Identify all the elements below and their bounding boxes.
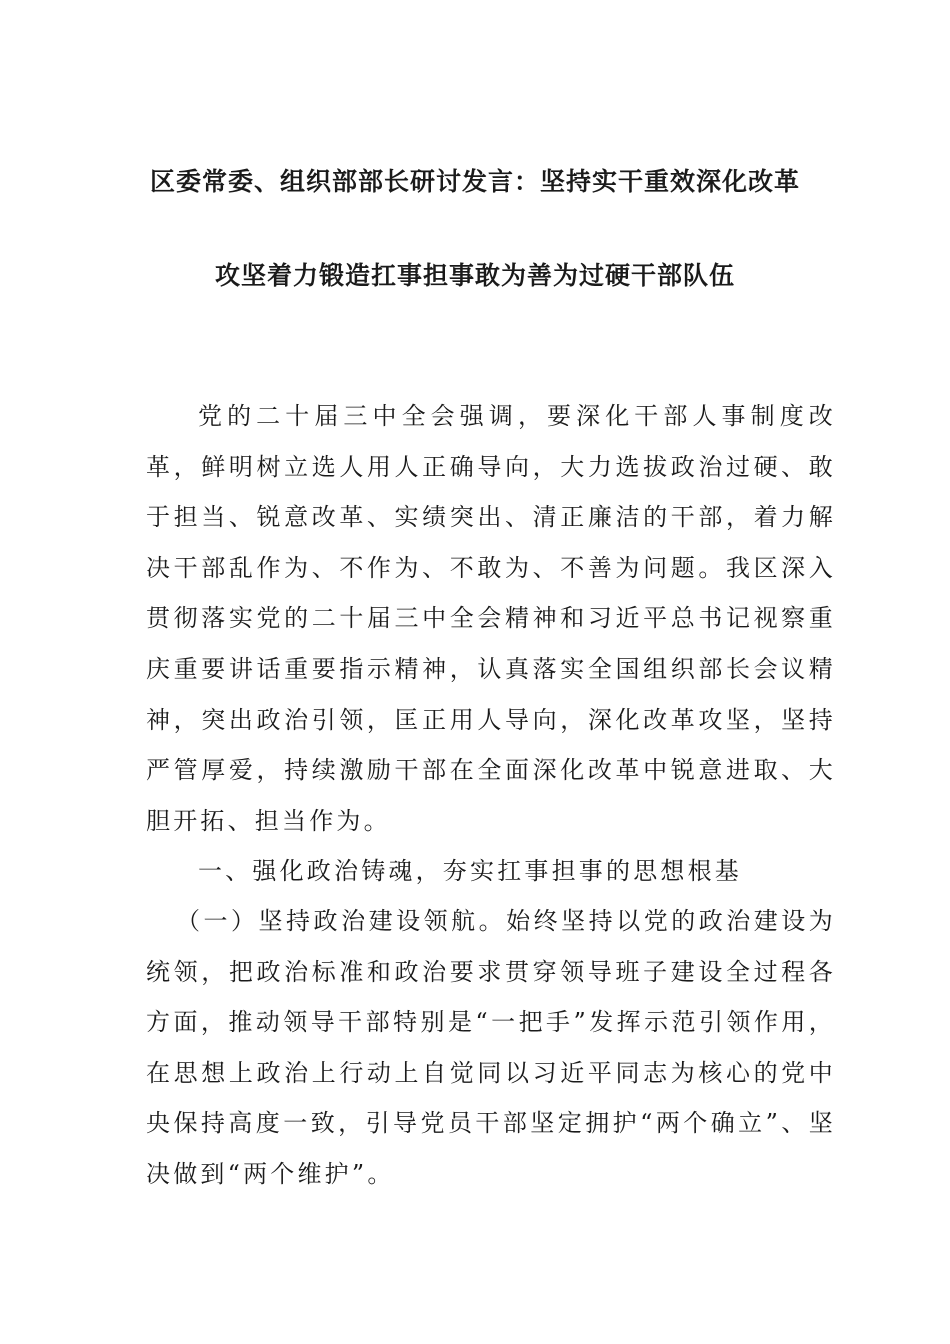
- document-title-line-1: 区委常委、组织部部长研讨发言：坚持实干重效深化改革: [149, 167, 800, 196]
- section-paragraph: （一）坚持政治建设领航。始终坚持以党的政治建设为统领，把政治标准和政治要求贯穿领导班子建设全过程各方面，推动领导干部特别是“一把手”发挥示范引领作用，在思想上政治上行动上自觉同以习近平同志为核心的党中央保持高度一致，引导党员干部坚定拥护“两个确立”、坚决做到“两个维护”。: [146, 907, 836, 1188]
- section-heading: 一、强化政治铸魂，夯实扛事担事的思想根基: [198, 857, 742, 885]
- document-title-line-2: 攻坚着力锻造扛事担事敢为善为过硬干部队伍: [214, 261, 735, 290]
- intro-paragraph: 党的二十届三中全会强调，要深化干部人事制度改革，鲜明树立选人用人正确导向，大力选拔政治过硬、敢于担当、锐意改革、实绩突出、清正廉洁的干部，着力解决干部乱作为、不作为、不敢为、不善为问题。我区深入贯彻落实党的二十届三中全会精神和习近平总书记视察重庆重要讲话重要指示精神，认真落实全国组织部长会议精神，突出政治引领，匡正用人导向，深化改革攻坚，坚持严管厚爱，持续激励干部在全面深化改革中锐意进取、大胆开拓、担当作为。: [146, 402, 836, 835]
